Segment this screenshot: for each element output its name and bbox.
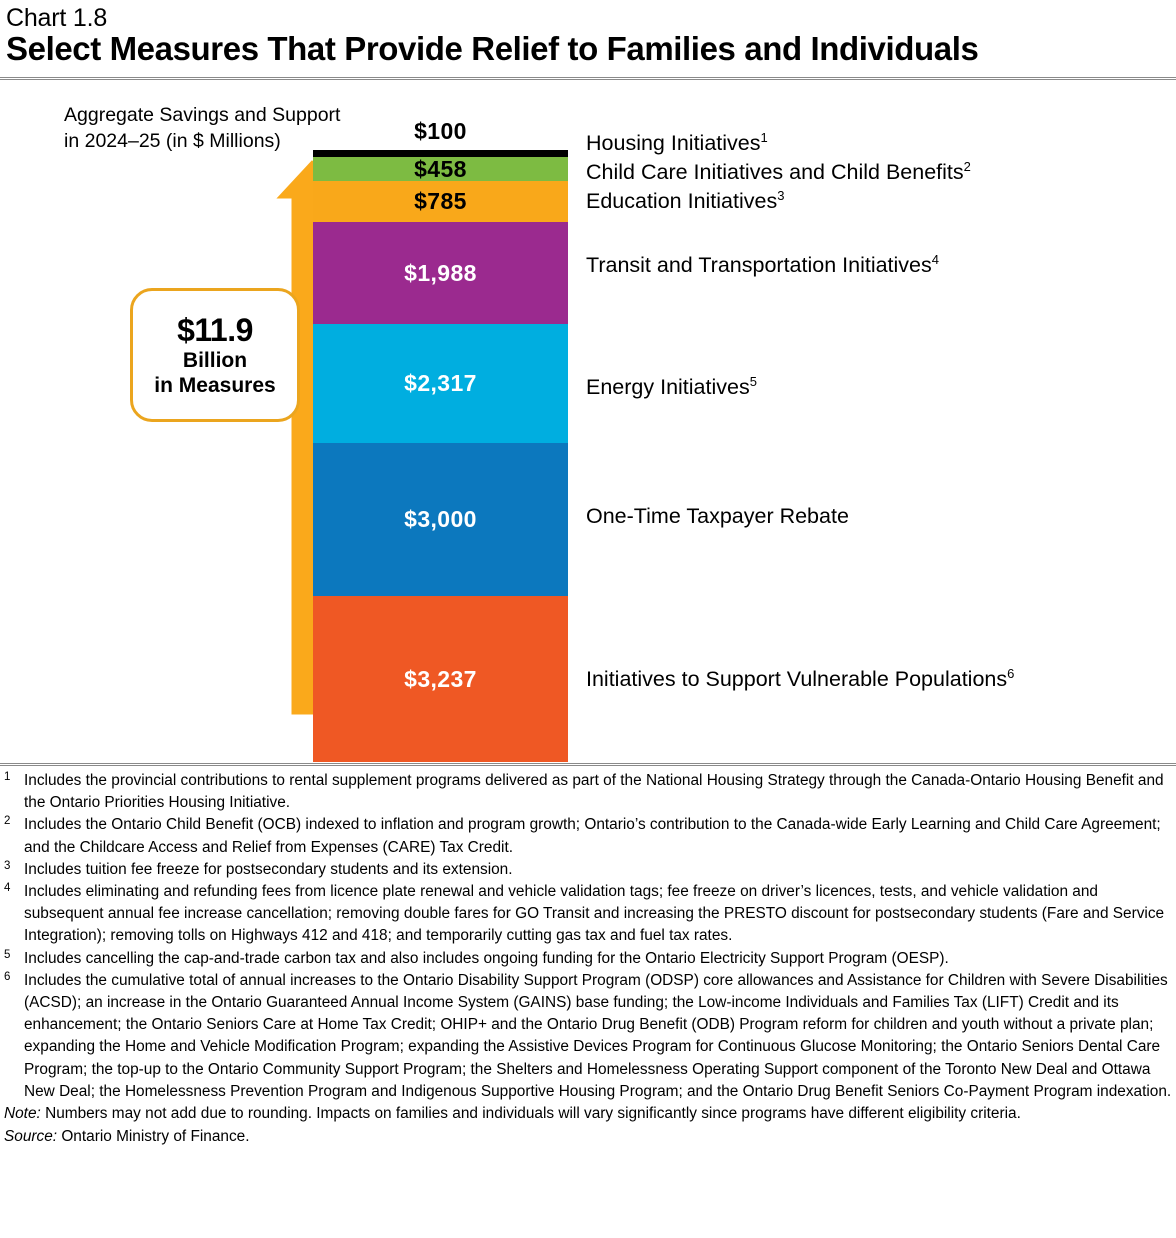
- footnote-text-3: Includes tuition fee freeze for postsecondary students and its extension.: [24, 860, 513, 878]
- total-callout: [130, 288, 300, 422]
- footnote-marker-2: 2: [4, 815, 11, 828]
- page-title: Select Measures That Provide Relief to Families and Individuals: [6, 30, 979, 67]
- footnote-text-6: Includes the cumulative total of annual increases to the Ontario Disability Support Program (ODSP) core allowances and Assistance for Children with Severe Disabilities (ACSD); an increase in the Ontario Guaranteed Annual Income System (GAINS) base funding; the Low-income Individuals and Families Tax (LIFT) Credit and its enhancement; the Ontario Seniors Care at Home Tax Credit; OHIP+ and the Ontario Drug Benefit (ODB) Program reform for children and youth without a private plan; expanding the Home and Vehicle Modification Program; expanding the Assistive Devices Program for Continuous Glucose Monitoring; the Ontario Seniors Dental Care Program; the top-up to the Ontario Community Support Program; the Shelters and Homelessness Operating Support component of the Toronto New Deal and Ottawa New Deal; the Homelessness Prevention Program and Indigenous Supportive Housing Program; and the Ontario Drug Benefit Seniors Co-Payment Program indexation.: [24, 971, 1172, 1100]
- footnote-1: [0, 770, 1176, 814]
- bar-segment-child-care[interactable]: [313, 157, 568, 181]
- category-label-transit: [586, 248, 939, 277]
- footnote-ref-2: 2: [963, 159, 971, 174]
- source-line: [0, 1126, 1176, 1149]
- header-divider: [0, 77, 1176, 80]
- callout-suffix: in Measures: [154, 374, 276, 397]
- category-text-rebate: One-Time Taxpayer Rebate: [586, 504, 849, 528]
- category-text-education: Education Initiatives: [586, 189, 778, 214]
- category-text-energy: Energy Initiatives: [586, 375, 750, 400]
- footnote-2: [0, 814, 1176, 858]
- stacked-bar: [313, 150, 568, 762]
- category-label-energy: [586, 370, 757, 399]
- category-label-rebate: [586, 504, 849, 528]
- footnote-text-1: Includes the provincial contributions to rental supplement programs delivered as part of the National Housing Strategy through the Canada-Ontario Housing Benefit and the Ontario Priorities Housing Initiative.: [24, 772, 1164, 812]
- segment-value-rebate: $3,000: [404, 506, 477, 532]
- footnote-ref-4: 4: [931, 252, 939, 267]
- bar-segment-transit[interactable]: [313, 222, 568, 324]
- footnote-4: [0, 881, 1176, 948]
- segment-value-transit: $1,988: [404, 259, 477, 286]
- callout-unit: Billion: [182, 349, 248, 372]
- category-label-child-care: [586, 155, 971, 184]
- footnote-marker-5: 5: [4, 948, 11, 961]
- axis-caption-line1: Aggregate Savings and Support: [64, 104, 341, 126]
- chart-figure: [0, 82, 1176, 765]
- bar-segment-energy[interactable]: [313, 324, 568, 443]
- category-text-transit: Transit and Transportation Initiatives: [586, 253, 932, 278]
- segment-value-energy: $2,317: [404, 370, 477, 396]
- footnote-marker-4: 4: [4, 882, 11, 895]
- footnotes-divider: [0, 763, 1176, 766]
- segment-value-education: $785: [414, 188, 467, 214]
- footnote-6: [0, 970, 1176, 1103]
- source-text: Ontario Ministry of Finance.: [57, 1127, 250, 1145]
- axis-caption-line2: in 2024–25 (in $ Millions): [64, 130, 281, 152]
- category-label-vulnerable: [586, 662, 1014, 691]
- bar-segment-rebate[interactable]: [313, 443, 568, 596]
- footnotes-block: [0, 770, 1176, 1148]
- note-text: Numbers may not add due to rounding. Impacts on families and individuals will vary significantly since programs have different eligibility criteria.: [40, 1105, 1021, 1123]
- segment-value-vulnerable: $3,237: [404, 665, 477, 692]
- category-label-list: [586, 82, 1176, 765]
- segment-value-housing: $100: [414, 118, 467, 144]
- category-label-education: [586, 184, 784, 213]
- callout-amount: $11.9: [177, 312, 253, 348]
- note-label: Note:: [4, 1105, 41, 1123]
- footnote-marker-3: 3: [4, 859, 11, 872]
- axis-caption: [64, 102, 340, 154]
- footnote-marker-1: 1: [4, 771, 11, 783]
- category-label-housing: [586, 126, 768, 155]
- category-text-vulnerable: Initiatives to Support Vulnerable Populations: [586, 667, 1008, 692]
- bar-segment-vulnerable[interactable]: [313, 596, 568, 762]
- category-text-housing: Housing Initiatives: [586, 131, 761, 156]
- footnote-3: [0, 859, 1176, 881]
- bar-segment-education[interactable]: [313, 181, 568, 222]
- footnote-text-5: Includes cancelling the cap-and-trade carbon tax and also includes ongoing funding for the Ontario Electricity Support Program (OESP).: [24, 949, 949, 967]
- footnote-ref-3: 3: [777, 188, 785, 203]
- footnote-ref-5: 5: [749, 374, 757, 389]
- category-text-child-care: Child Care Initiatives and Child Benefits: [586, 160, 964, 185]
- footnote-ref-6: 6: [1007, 666, 1015, 681]
- footnote-text-4: Includes eliminating and refunding fees from licence plate renewal and vehicle validation tags; fee freeze on driver’s licences, tests, and vehicle validation and subsequent annual fee increase cancellation; removing double fares for GO Transit and increasing the PRESTO discount for postsecondary students (Fare and Service Integration); removing tolls on Highways 412 and 418; and temporarily cutting gas tax and fuel tax rates.: [24, 883, 1165, 945]
- chart-number: Chart 1.8: [6, 4, 108, 32]
- source-label: Source:: [4, 1127, 58, 1145]
- footnote-text-2: Includes the Ontario Child Benefit (OCB) indexed to inflation and program growth; Ontario’s contribution to the Canada-wide Early Learning and Child Care Agreement; and the Childcare Access and Relief from Expenses (CARE) Tax Credit.: [24, 816, 1161, 856]
- footnote-5: [0, 948, 1176, 970]
- segment-value-child-care: $458: [414, 155, 467, 182]
- footnote-ref-1: 1: [760, 130, 768, 145]
- note-line: [0, 1103, 1176, 1126]
- footnote-marker-6: 6: [4, 970, 11, 983]
